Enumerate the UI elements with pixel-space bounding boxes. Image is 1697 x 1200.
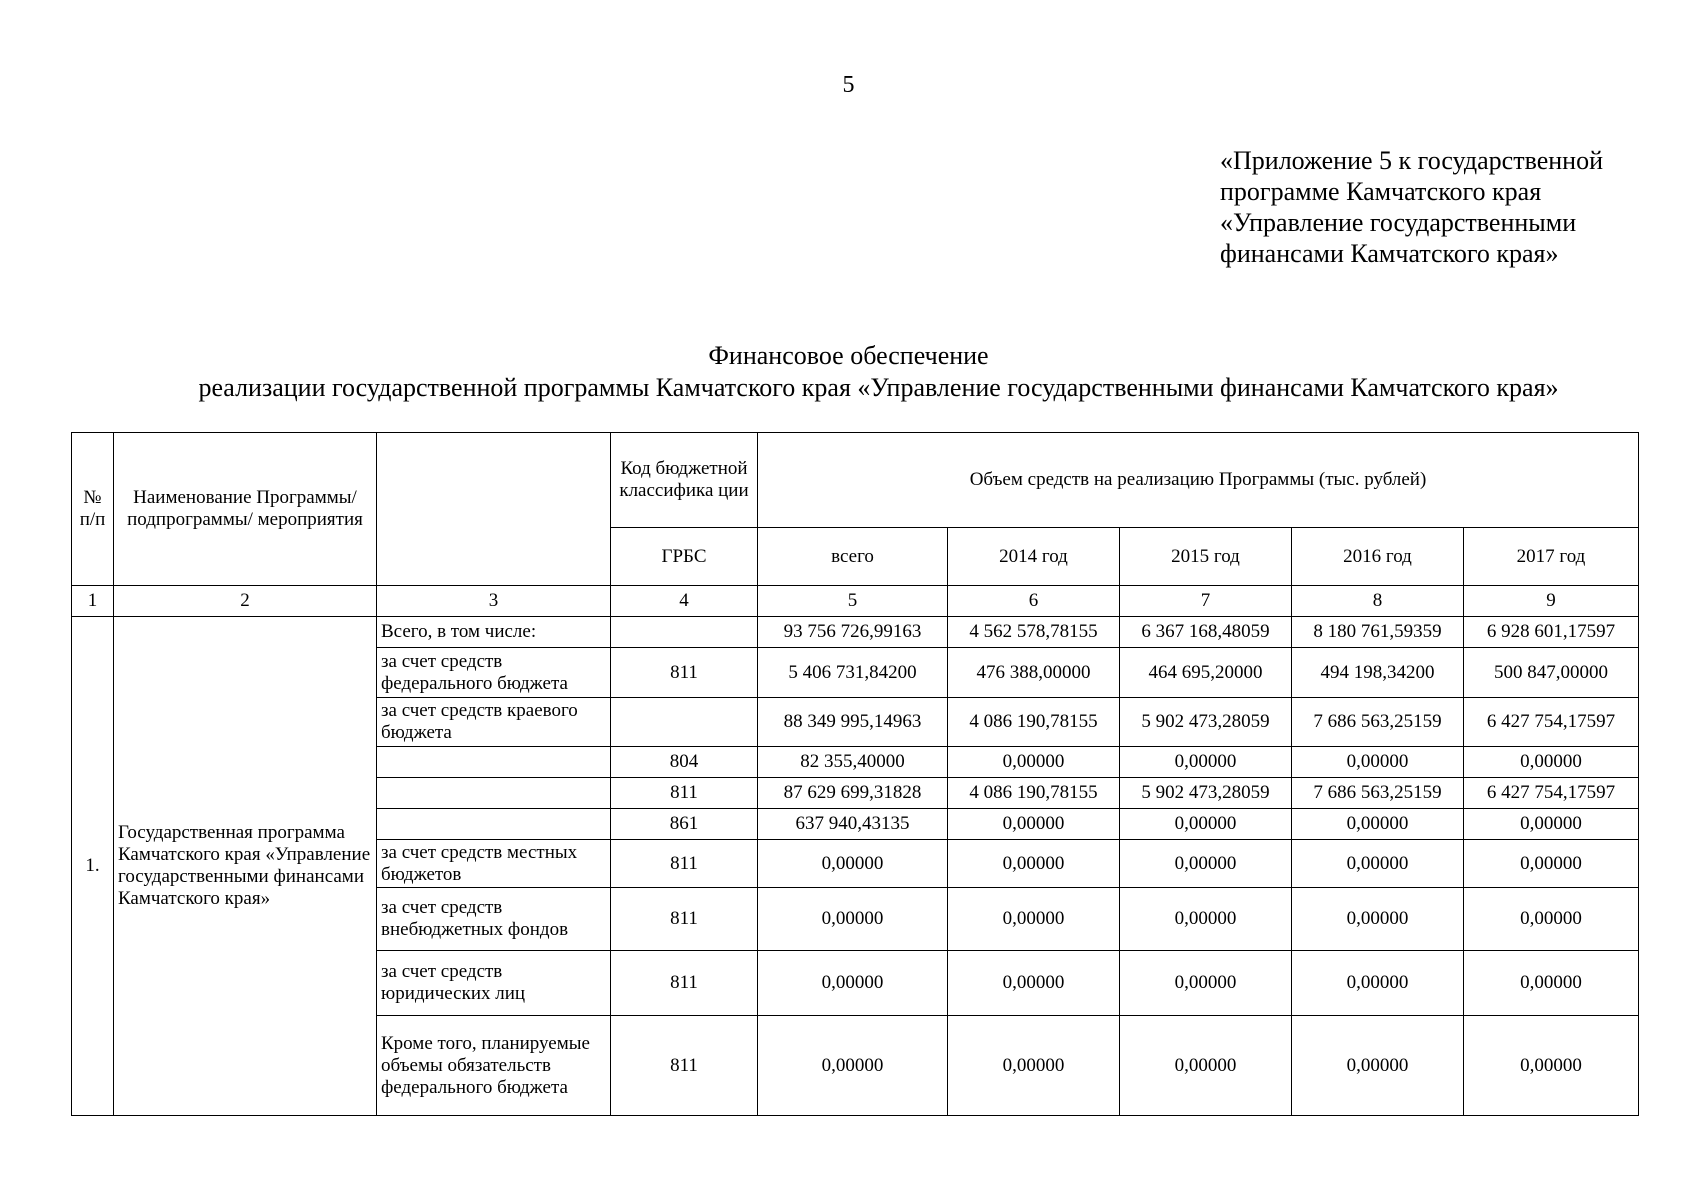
header-kbk: Код бюджетной классифика ции bbox=[611, 433, 758, 528]
value-total: 87 629 699,31828 bbox=[758, 778, 948, 809]
value-2014: 0,00000 bbox=[948, 1016, 1120, 1116]
value-2015: 0,00000 bbox=[1120, 747, 1292, 778]
value-2015: 0,00000 bbox=[1120, 809, 1292, 840]
value-2014: 0,00000 bbox=[948, 951, 1120, 1016]
value-2015: 0,00000 bbox=[1120, 840, 1292, 888]
value-2014: 0,00000 bbox=[948, 747, 1120, 778]
header-2017: 2017 год bbox=[1464, 528, 1639, 586]
funding-source: за счет средств краевого бюджета bbox=[377, 698, 611, 747]
value-2016: 0,00000 bbox=[1292, 1016, 1464, 1116]
value-2015: 464 695,20000 bbox=[1120, 648, 1292, 698]
funding-source: Всего, в том числе: bbox=[377, 617, 611, 648]
value-2014: 4 086 190,78155 bbox=[948, 778, 1120, 809]
grbs-code bbox=[611, 617, 758, 648]
header-source bbox=[377, 433, 611, 586]
value-2017: 0,00000 bbox=[1464, 747, 1639, 778]
value-2014: 0,00000 bbox=[948, 840, 1120, 888]
grbs-code bbox=[611, 698, 758, 747]
header-2015: 2015 год bbox=[1120, 528, 1292, 586]
value-2017: 0,00000 bbox=[1464, 840, 1639, 888]
appendix-line: «Приложение 5 к государственной bbox=[1220, 146, 1603, 175]
col-number: 9 bbox=[1464, 586, 1639, 617]
grbs-code: 811 bbox=[611, 648, 758, 698]
value-2017: 500 847,00000 bbox=[1464, 648, 1639, 698]
value-2017: 6 928 601,17597 bbox=[1464, 617, 1639, 648]
value-total: 0,00000 bbox=[758, 888, 948, 951]
col-number: 6 bbox=[948, 586, 1120, 617]
title-line-2: реализации государственной программы Камчатского края «Управление государственными финансами Камчатского края» bbox=[198, 373, 1559, 402]
value-2017: 6 427 754,17597 bbox=[1464, 698, 1639, 747]
value-2017: 0,00000 bbox=[1464, 1016, 1639, 1116]
value-2016: 7 686 563,25159 bbox=[1292, 698, 1464, 747]
program-number: 1. bbox=[72, 617, 114, 1116]
value-2017: 0,00000 bbox=[1464, 951, 1639, 1016]
header-total: всего bbox=[758, 528, 948, 586]
value-2016: 7 686 563,25159 bbox=[1292, 778, 1464, 809]
header-2016: 2016 год bbox=[1292, 528, 1464, 586]
funding-source: за счет средств федерального бюджета bbox=[377, 648, 611, 698]
program-name: Государственная программа Камчатского края «Управление государственными финансами Камчатского края» bbox=[114, 617, 377, 1116]
value-2016: 8 180 761,59359 bbox=[1292, 617, 1464, 648]
value-2016: 0,00000 bbox=[1292, 951, 1464, 1016]
funding-source: за счет средств местных бюджетов bbox=[377, 840, 611, 888]
value-total: 88 349 995,14963 bbox=[758, 698, 948, 747]
value-2015: 0,00000 bbox=[1120, 951, 1292, 1016]
funding-source: за счет средств юридических лиц bbox=[377, 951, 611, 1016]
document-title bbox=[0, 340, 1697, 404]
col-number: 8 bbox=[1292, 586, 1464, 617]
grbs-code: 811 bbox=[611, 951, 758, 1016]
grbs-code: 804 bbox=[611, 747, 758, 778]
col-number: 1 bbox=[72, 586, 114, 617]
funding-source bbox=[377, 778, 611, 809]
grbs-code: 811 bbox=[611, 888, 758, 951]
appendix-line: «Управление государственными bbox=[1220, 208, 1577, 237]
grbs-code: 811 bbox=[611, 778, 758, 809]
table-row bbox=[72, 617, 1639, 648]
value-2015: 5 902 473,28059 bbox=[1120, 778, 1292, 809]
appendix-line: программе Камчатского края bbox=[1220, 177, 1542, 206]
appendix-line: финансами Камчатского края» bbox=[1220, 239, 1559, 268]
col-number: 4 bbox=[611, 586, 758, 617]
value-total: 637 940,43135 bbox=[758, 809, 948, 840]
value-total: 82 355,40000 bbox=[758, 747, 948, 778]
grbs-code: 811 bbox=[611, 840, 758, 888]
grbs-code: 811 bbox=[611, 1016, 758, 1116]
grbs-code: 861 bbox=[611, 809, 758, 840]
value-2017: 0,00000 bbox=[1464, 888, 1639, 951]
value-2014: 0,00000 bbox=[948, 888, 1120, 951]
header-2014: 2014 год bbox=[948, 528, 1120, 586]
value-2014: 0,00000 bbox=[948, 809, 1120, 840]
value-2016: 0,00000 bbox=[1292, 840, 1464, 888]
col-number: 2 bbox=[114, 586, 377, 617]
funding-source: Кроме того, планируемые объемы обязательств федерального бюджета bbox=[377, 1016, 611, 1116]
value-total: 5 406 731,84200 bbox=[758, 648, 948, 698]
value-2016: 0,00000 bbox=[1292, 888, 1464, 951]
value-2015: 5 902 473,28059 bbox=[1120, 698, 1292, 747]
col-number: 5 bbox=[758, 586, 948, 617]
header-volume: Объем средств на реализацию Программы (тыс. рублей) bbox=[758, 433, 1639, 528]
title-line-1: Финансовое обеспечение bbox=[708, 341, 989, 370]
value-2017: 6 427 754,17597 bbox=[1464, 778, 1639, 809]
col-number: 7 bbox=[1120, 586, 1292, 617]
value-2014: 4 086 190,78155 bbox=[948, 698, 1120, 747]
funding-source bbox=[377, 809, 611, 840]
value-2015: 0,00000 bbox=[1120, 1016, 1292, 1116]
financing-table bbox=[71, 432, 1639, 1116]
value-2014: 4 562 578,78155 bbox=[948, 617, 1120, 648]
header-grbs: ГРБС bbox=[611, 528, 758, 586]
value-2014: 476 388,00000 bbox=[948, 648, 1120, 698]
value-2016: 0,00000 bbox=[1292, 747, 1464, 778]
header-name: Наименование Программы/ подпрограммы/ мероприятия bbox=[114, 433, 377, 586]
page-number: 5 bbox=[842, 72, 855, 98]
value-total: 0,00000 bbox=[758, 840, 948, 888]
value-total: 93 756 726,99163 bbox=[758, 617, 948, 648]
value-total: 0,00000 bbox=[758, 1016, 948, 1116]
value-2017: 0,00000 bbox=[1464, 809, 1639, 840]
value-2016: 494 198,34200 bbox=[1292, 648, 1464, 698]
funding-source bbox=[377, 747, 611, 778]
value-total: 0,00000 bbox=[758, 951, 948, 1016]
header-num: № п/п bbox=[72, 433, 114, 586]
col-number: 3 bbox=[377, 586, 611, 617]
appendix-note bbox=[1220, 145, 1680, 269]
value-2016: 0,00000 bbox=[1292, 809, 1464, 840]
value-2015: 6 367 168,48059 bbox=[1120, 617, 1292, 648]
value-2015: 0,00000 bbox=[1120, 888, 1292, 951]
funding-source: за счет средств внебюджетных фондов bbox=[377, 888, 611, 951]
